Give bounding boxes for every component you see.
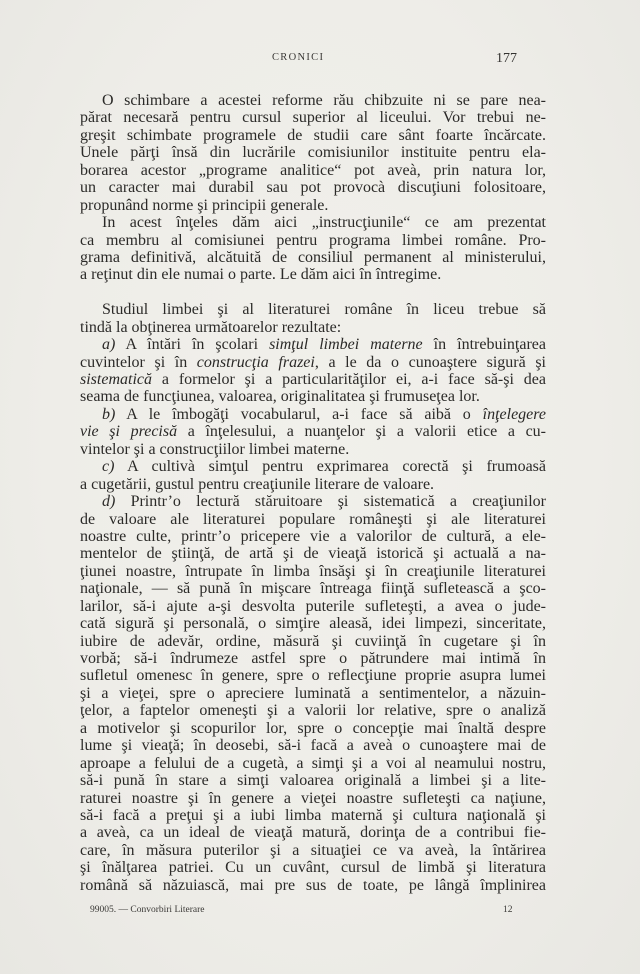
text-line	[80, 685, 546, 702]
emphasized-text: construcţia frazei	[196, 353, 315, 371]
paragraph	[80, 214, 546, 284]
text-line	[80, 859, 546, 876]
text-line	[80, 807, 546, 824]
text-run: noastre culte, printr’o pricepere vie a valorilor de cultură, a ele-	[80, 527, 546, 545]
text-run: ţelor, a faptelor omeneşti şi a valorii lor relative, spre o analiză	[80, 702, 546, 720]
text-line	[80, 790, 546, 807]
text-line	[80, 737, 546, 754]
paragraph	[80, 406, 546, 458]
text-run: grama definitivă, alcătuită de consiliul permanent al ministerului,	[80, 248, 546, 266]
text-run: larilor, să-i ajute a-şi desvolta puterile sufleteşti, a avea o jude-	[80, 597, 546, 615]
text-line	[80, 336, 546, 353]
text-run: a motivelor şi scopurilor lor, spre o concepţie mai înaltă despre	[80, 719, 546, 737]
text-line	[80, 755, 546, 772]
text-line	[80, 406, 546, 423]
text-line	[80, 633, 546, 650]
paragraph	[80, 92, 546, 214]
text-line	[80, 266, 546, 283]
text-run: vorbă; să-i îndrumeze astfel spre o pătrundere mai intimă în	[80, 650, 546, 667]
text-line	[80, 441, 546, 458]
text-run: cuvintelor şi în	[80, 353, 197, 371]
emphasized-text: c)	[102, 458, 115, 476]
text-line	[80, 772, 546, 789]
text-run: şi a vieţei, spre o apreciere luminată a sentimentelor, a năzuin-	[80, 684, 546, 702]
text-line	[80, 598, 546, 615]
text-run: cată sigură şi personală, o simţire aleasă, idei limpezi, sinceritate,	[80, 615, 546, 633]
text-run: a cugetării, gustul pentru creaţiunile literare de valoare.	[80, 475, 435, 493]
text-run: naţionale, — să pună în mişcare întreaga fiinţă sufletească a şco-	[80, 580, 546, 598]
text-run: un caracter mai durabil sau pot provocà discuţiuni folositoare,	[80, 179, 546, 197]
text-run: a aveà, ca un ideal de vieaţă matură, dorinţa de a contribui fie-	[80, 824, 546, 842]
instructions-section	[80, 301, 546, 894]
text-line	[80, 720, 546, 737]
text-run: ţiunei noastre, întrupate în limba însăşi şi în creaţiunile literaturei	[80, 562, 546, 580]
text-line	[80, 388, 546, 405]
text-line	[80, 650, 546, 667]
text-run: sufletul omenesc în genere, spre o reflecţiune proprie asupra lumei	[80, 667, 546, 685]
text-line	[80, 476, 546, 493]
emphasized-text: b)	[102, 405, 116, 423]
paragraph	[80, 336, 546, 406]
text-run: aproape a felului de a cugetà, a simţi şi a voi al neamului nostru,	[80, 754, 546, 772]
text-run: care, în măsura puterilor şi a situaţiei ce va aveà, la întărirea	[80, 841, 546, 859]
text-line	[80, 127, 546, 144]
text-run: lume şi vieaţă; în deosebi, să-i facă a aveà o cunoaştere mai de	[80, 737, 546, 755]
intro-section	[80, 92, 546, 284]
text-run: a reţinut din ele numai o parte. Le dăm aici în întregime.	[80, 266, 442, 284]
text-line	[80, 144, 546, 161]
text-line	[80, 528, 546, 545]
text-line	[80, 824, 546, 841]
text-run: Printr’o lectură stăruitoare şi sistematică a creaţiunilor	[115, 493, 546, 511]
text-line	[80, 545, 546, 562]
text-line	[80, 371, 546, 388]
text-line	[80, 197, 546, 214]
text-run: greşit schimbate programele de studii care sânt foarte încărcate.	[80, 126, 546, 144]
text-line	[80, 423, 546, 440]
text-run: Studiul limbei şi al literaturei române în liceu trebue să	[102, 301, 546, 319]
text-line	[80, 179, 546, 196]
text-run: a înţelesului, a nuanţelor şi a valorii etice a cu-	[177, 423, 547, 441]
printer-signature: 99005. — Convorbiri Literare	[90, 905, 205, 915]
text-run: borarea acestor „programe analitice“ pot aveà, prin natura lor,	[80, 161, 546, 179]
text-line	[80, 214, 546, 231]
text-run: română să năzuiască, mai pre sus de toate, pe lângă împlinirea	[80, 876, 546, 894]
text-run: raturei noastre şi în genere a vieţei noastre sufleteşti ca naţiune,	[80, 789, 546, 807]
text-line	[80, 580, 546, 597]
text-line	[80, 109, 546, 126]
text-line	[80, 232, 546, 249]
text-run: A cultivà simţul pentru exprimarea corectă şi frumoasă	[114, 458, 546, 476]
text-line	[80, 301, 546, 318]
text-line	[80, 511, 546, 528]
text-line	[80, 667, 546, 684]
text-line	[80, 92, 546, 109]
text-run: vintelor şi a construcţiilor limbei materne.	[80, 440, 350, 458]
text-run: să-i pună în stare a simţi valoarea originală a limbei şi a lite-	[80, 772, 546, 790]
emphasized-text: simţul limbei materne	[269, 336, 423, 354]
sheet-number: 12	[503, 905, 513, 915]
emphasized-text: vie şi precisă	[80, 423, 178, 441]
text-line	[80, 702, 546, 719]
text-run: tindă la obţinerea următoarelor rezultate:	[80, 318, 342, 336]
text-run: iubire de adevăr, ordine, măsură şi cuviinţă în cugetare şi în	[80, 632, 546, 650]
text-run: In acest înţeles dăm aici „instrucţiunile“ ce am prezentat	[102, 214, 546, 232]
text-line	[80, 842, 546, 859]
text-line	[80, 877, 546, 894]
text-run: , a le da o cunoaştere sigură şi	[314, 353, 546, 371]
text-block	[80, 92, 546, 894]
text-run: A le îmbogăţi vocabularul, a-i face să aibă o	[115, 405, 483, 423]
paragraph	[80, 301, 546, 336]
text-run: să-i facă a preţui şi a iubi limba maternă şi cultura naţională şi	[80, 806, 546, 824]
text-run: a formelor şi a particularităţilor ei, a-i face să-şi dea	[152, 371, 546, 388]
text-run: Unele părţi însă din lucrările comisiunilor instituite pentru ela-	[80, 144, 546, 162]
text-line	[80, 354, 546, 371]
emphasized-text: d)	[102, 493, 116, 511]
text-run: de valoare ale literaturei populare româneşti şi ale literaturei	[80, 510, 546, 528]
text-line	[80, 493, 546, 510]
emphasized-text: a)	[102, 336, 116, 354]
text-line	[80, 162, 546, 179]
text-run: în întrebuinţarea	[422, 336, 546, 354]
text-run: ca membru al comisiunei pentru programa limbei române. Pro-	[80, 231, 546, 249]
text-run: A întări în şcolari	[115, 336, 270, 354]
text-run: părat necesară pentru cursul superior al liceului. Vor trebui ne-	[80, 109, 546, 127]
page-number: 177	[496, 51, 517, 66]
text-run: şi înălţarea patriei. Cu un cuvânt, cursul de limbă şi literatura	[80, 859, 546, 877]
text-line	[80, 458, 546, 475]
emphasized-text: sistematică	[80, 371, 152, 388]
text-run: propunând norme şi principii generale.	[80, 196, 329, 214]
running-title: CRONICI	[272, 52, 325, 63]
text-run: seama de funcţiunea, valoarea, originalitatea şi frumuseţea lor.	[80, 388, 480, 406]
text-line	[80, 249, 546, 266]
paragraph	[80, 493, 546, 894]
paragraph	[80, 458, 546, 493]
text-line	[80, 563, 546, 580]
text-line	[80, 319, 546, 336]
emphasized-text: înţelegere	[482, 405, 546, 423]
text-run: O schimbare a acestei reforme rău chibzuite ni se pare nea-	[102, 92, 546, 109]
text-run: mentelor de ştiinţă, de artă şi de vieaţă istorică şi actuală a na-	[80, 545, 546, 563]
text-line	[80, 615, 546, 632]
